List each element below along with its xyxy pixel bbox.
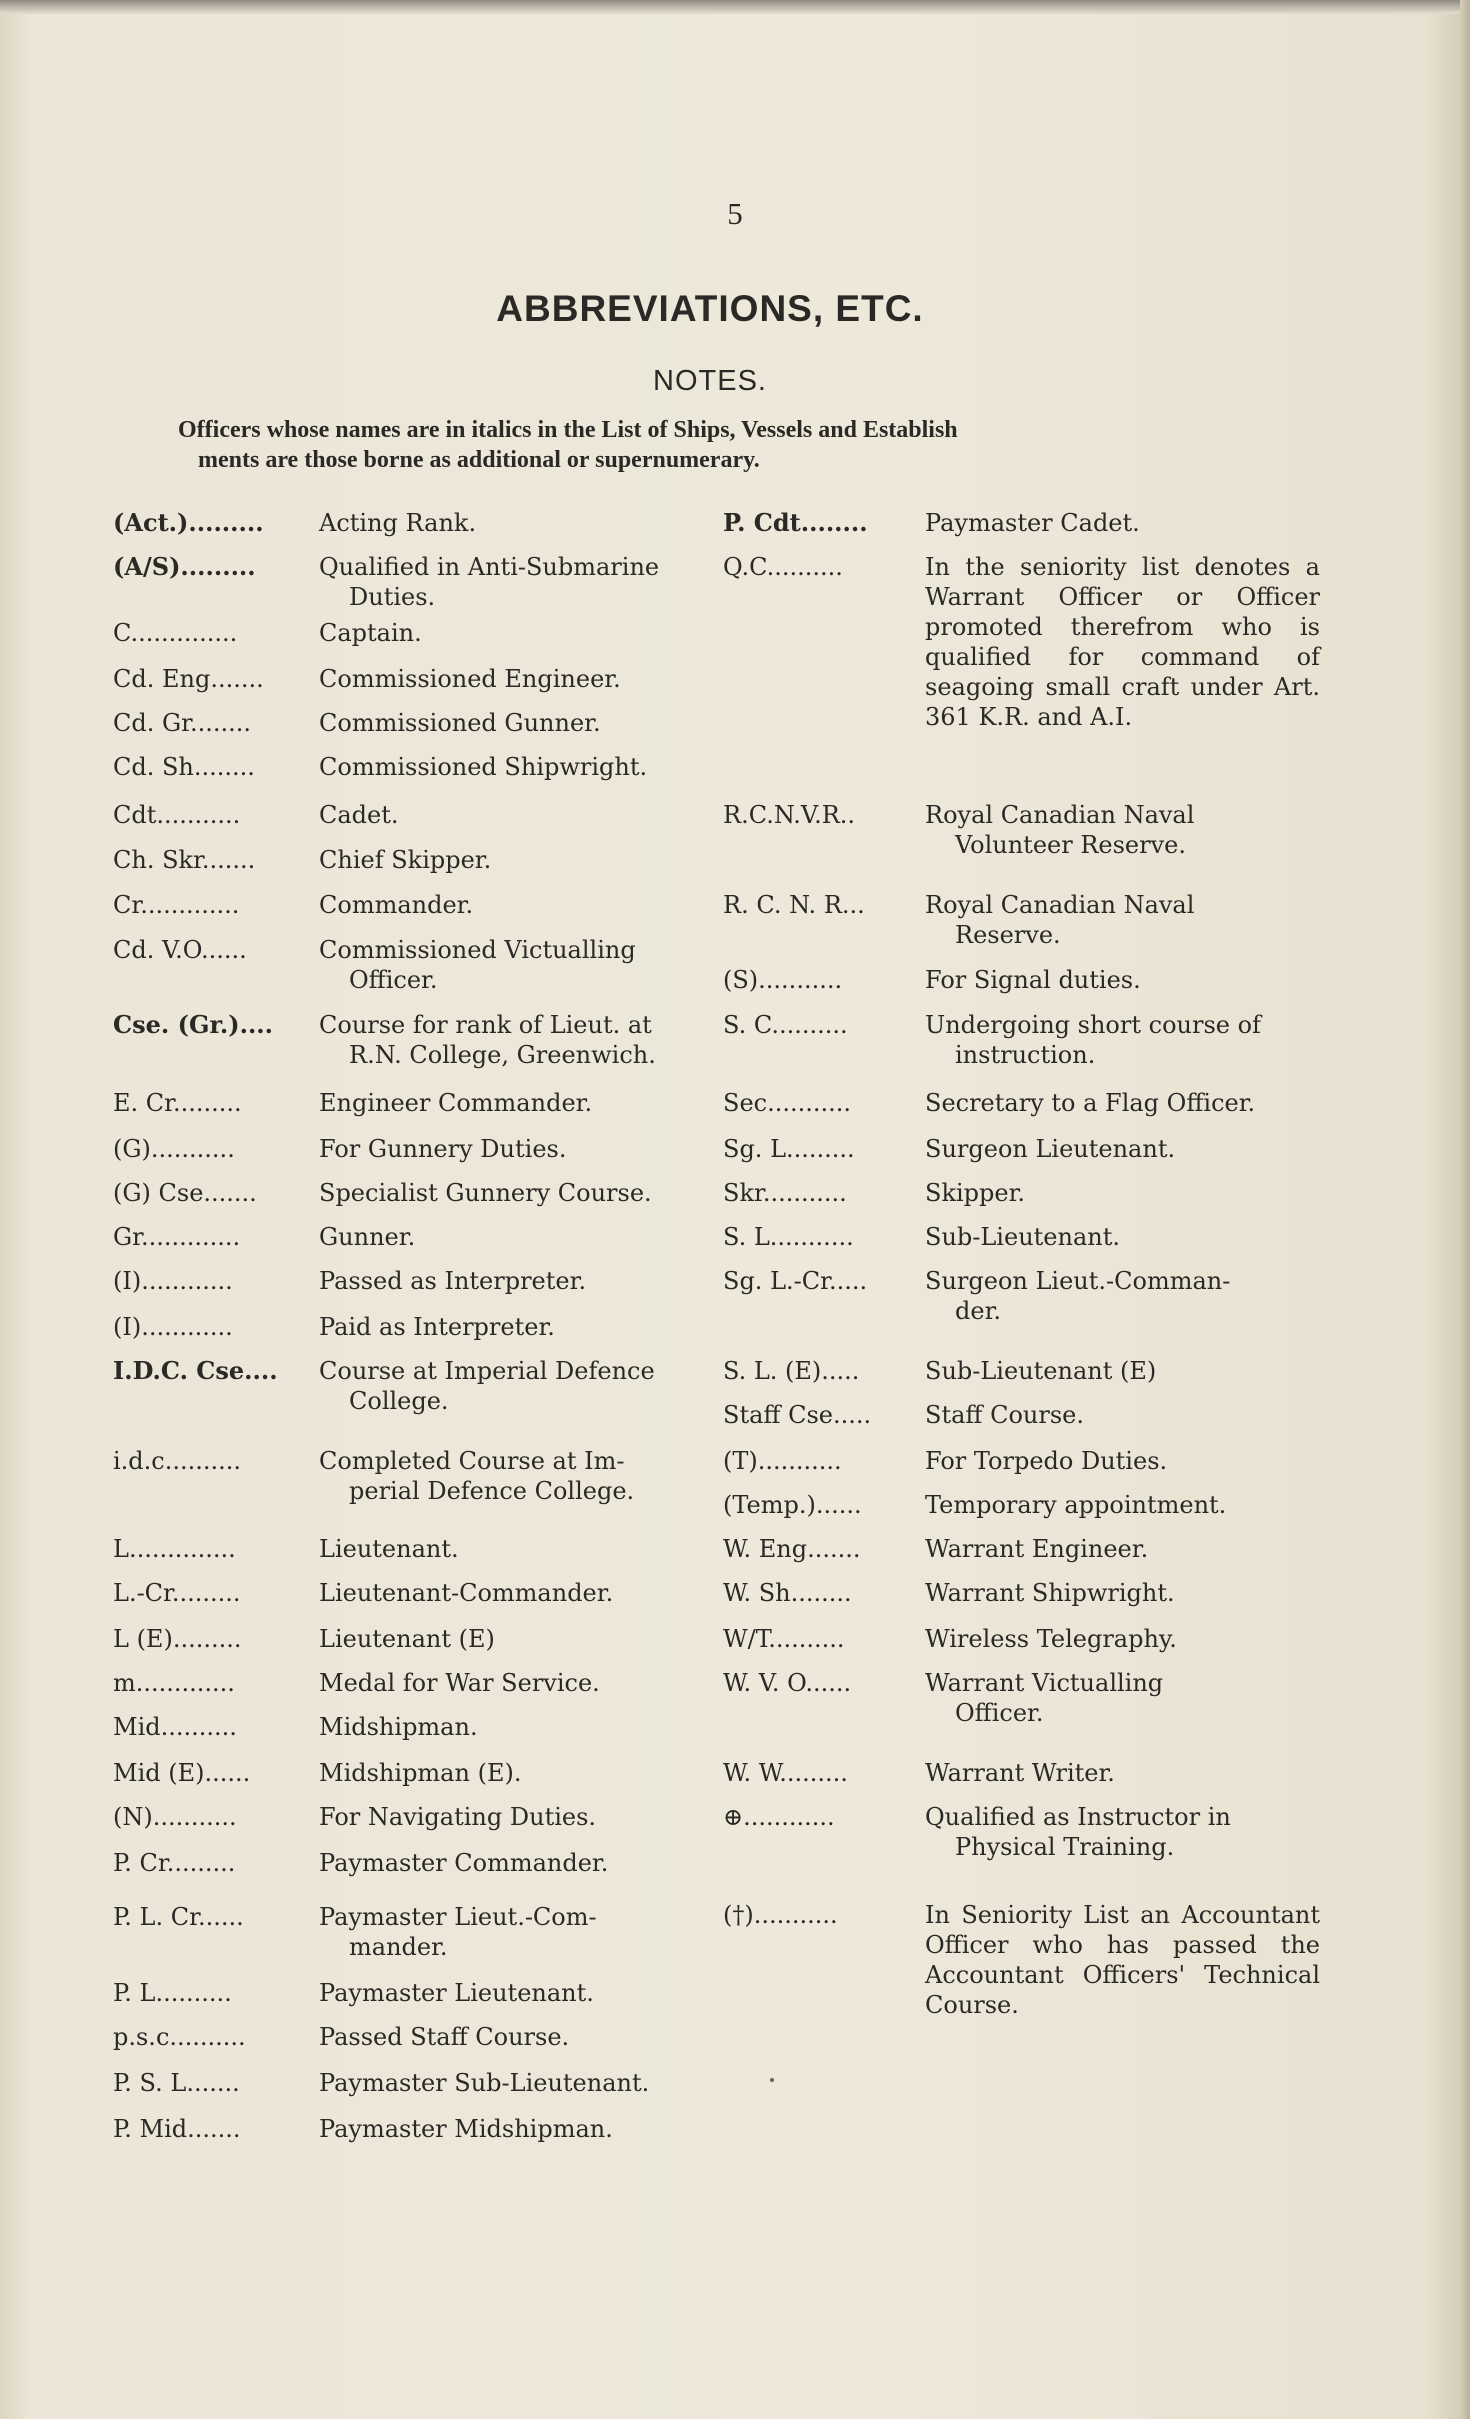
definition-text: Completed Course at Im- bbox=[319, 1447, 625, 1475]
definition-text: Passed as Interpreter. bbox=[319, 1267, 587, 1295]
definition-text: Acting Rank. bbox=[319, 509, 477, 537]
definition bbox=[925, 1534, 1320, 1564]
definition bbox=[925, 800, 1320, 860]
definition-continuation: Volunteer Reserve. bbox=[955, 831, 1186, 859]
definition-text: Paid as Interpreter. bbox=[319, 1313, 555, 1341]
abbreviation: p.s.c.......... bbox=[113, 2023, 246, 2051]
notes-heading: NOTES. bbox=[653, 365, 767, 397]
definition-text: Captain. bbox=[319, 619, 422, 647]
definition bbox=[925, 1446, 1320, 1476]
definition bbox=[925, 1088, 1320, 1118]
definition-text: Staff Course. bbox=[925, 1401, 1084, 1429]
definition bbox=[319, 2068, 839, 2098]
abbreviation: (T)........... bbox=[723, 1447, 842, 1475]
abbreviation: Ch. Skr....... bbox=[113, 846, 256, 874]
definition bbox=[925, 1178, 1320, 1208]
definition-text: Warrant Victualling bbox=[925, 1669, 1164, 1697]
abbreviation: W/T.......... bbox=[723, 1625, 845, 1653]
abbreviation: (Act.)......... bbox=[113, 508, 264, 537]
definition-text: Cadet. bbox=[319, 801, 399, 829]
definition-continuation: mander. bbox=[349, 1933, 448, 1961]
definition-text: Sub-Lieutenant (E) bbox=[925, 1357, 1157, 1385]
abbreviation: (I)............ bbox=[113, 1313, 233, 1341]
definition-text: For Torpedo Duties. bbox=[925, 1447, 1168, 1475]
definition-text: Royal Canadian Naval bbox=[925, 801, 1195, 829]
abbreviation: Mid.......... bbox=[113, 1713, 237, 1741]
definition bbox=[319, 752, 839, 782]
definition bbox=[925, 508, 1320, 538]
definition bbox=[925, 1758, 1320, 1788]
page-right-edge bbox=[1460, 0, 1470, 2419]
definition bbox=[925, 1134, 1320, 1164]
definition-text: Warrant Engineer. bbox=[925, 1535, 1149, 1563]
abbreviation: W. Eng....... bbox=[723, 1535, 861, 1563]
page-top-edge bbox=[0, 0, 1470, 14]
abbreviation: (Temp.)...... bbox=[723, 1491, 862, 1519]
definition bbox=[925, 1668, 1320, 1728]
abbreviation: S. C.......... bbox=[723, 1011, 848, 1039]
abbreviation: S. L........... bbox=[723, 1223, 854, 1251]
definition bbox=[925, 1356, 1320, 1386]
definition-text: Royal Canadian Naval bbox=[925, 891, 1195, 919]
abbreviation: i.d.c.......... bbox=[113, 1447, 242, 1475]
definition bbox=[319, 1848, 839, 1878]
abbreviation: Sec........... bbox=[723, 1089, 852, 1117]
definition bbox=[925, 1222, 1320, 1252]
abbreviation: Cd. V.O...... bbox=[113, 936, 247, 964]
definition-text: Temporary appointment. bbox=[925, 1491, 1227, 1519]
definition bbox=[319, 2114, 839, 2144]
abbreviation: Cse. (Gr.).... bbox=[113, 1010, 274, 1039]
definition bbox=[319, 1312, 839, 1342]
abbreviation: Cr............. bbox=[113, 891, 240, 919]
definition bbox=[925, 1624, 1320, 1654]
notes-line-2: ments are those borne as additional or supernumerary. bbox=[198, 447, 760, 473]
stray-dot bbox=[770, 2078, 774, 2082]
definition-text: Commissioned Shipwright. bbox=[319, 753, 648, 781]
definition bbox=[925, 1010, 1320, 1070]
definition-text: Gunner. bbox=[319, 1223, 416, 1251]
abbreviation: P. L.......... bbox=[113, 1979, 232, 2007]
definition-text: Course at Imperial Defence bbox=[319, 1357, 655, 1385]
abbreviation: Q.C.......... bbox=[723, 553, 843, 581]
abbreviation: Cd. Eng....... bbox=[113, 665, 264, 693]
definition-text: Qualified as Instructor in bbox=[925, 1803, 1231, 1831]
definition-text: Sub-Lieutenant. bbox=[925, 1223, 1120, 1251]
abbreviation: P. L. Cr...... bbox=[113, 1903, 244, 1931]
abbreviation: P. Mid....... bbox=[113, 2115, 241, 2143]
abbreviation: L (E)......... bbox=[113, 1625, 242, 1653]
definition-continuation: Officer. bbox=[349, 966, 438, 994]
definition bbox=[319, 708, 839, 738]
definition bbox=[319, 1712, 839, 1742]
definition-text: Paymaster Sub-Lieutenant. bbox=[319, 2069, 650, 2097]
definition-text: Engineer Commander. bbox=[319, 1089, 593, 1117]
definition-text: Secretary to a Flag Officer. bbox=[925, 1089, 1256, 1117]
definition-text: Lieutenant. bbox=[319, 1535, 459, 1563]
definition-continuation: Reserve. bbox=[955, 921, 1061, 949]
definition-text: Paymaster Lieutenant. bbox=[319, 1979, 594, 2007]
abbreviation: m............. bbox=[113, 1669, 235, 1697]
abbreviation: Mid (E)...... bbox=[113, 1759, 251, 1787]
abbreviation: (I)............ bbox=[113, 1267, 233, 1295]
definition bbox=[319, 845, 839, 875]
definition bbox=[925, 1802, 1320, 1862]
definition-text: Paymaster Commander. bbox=[319, 1849, 609, 1877]
definition-text: Undergoing short course of bbox=[925, 1011, 1261, 1039]
abbreviation: (G) Cse....... bbox=[113, 1179, 257, 1207]
definition bbox=[925, 1900, 1320, 2020]
abbreviation: E. Cr......... bbox=[113, 1089, 242, 1117]
definition bbox=[925, 552, 1320, 732]
definition-continuation: perial Defence College. bbox=[349, 1477, 635, 1505]
abbreviation: Cdt........... bbox=[113, 801, 241, 829]
notes-line-1: Officers whose names are in italics in the List of Ships, Vessels and Establish bbox=[178, 417, 958, 443]
abbreviation: P. Cdt........ bbox=[723, 508, 868, 537]
abbreviation: (†)........... bbox=[723, 1901, 838, 1929]
page-title: ABBREVIATIONS, ETC. bbox=[496, 288, 924, 329]
definition-text: Commissioned Gunner. bbox=[319, 709, 601, 737]
definition-text: Warrant Writer. bbox=[925, 1759, 1115, 1787]
abbreviation: (S)........... bbox=[723, 966, 843, 994]
definition bbox=[925, 1490, 1320, 1520]
definition-text: Surgeon Lieut.-Comman- bbox=[925, 1267, 1231, 1295]
definition-text: Commissioned Engineer. bbox=[319, 665, 621, 693]
definition-text: Qualified in Anti-Submarine bbox=[319, 553, 660, 581]
definition bbox=[319, 1978, 839, 2008]
abbreviation: Skr........... bbox=[723, 1179, 847, 1207]
abbreviation: P. Cr......... bbox=[113, 1849, 236, 1877]
abbreviation: P. S. L....... bbox=[113, 2069, 240, 2097]
definition bbox=[319, 664, 839, 694]
definition-continuation: Officer. bbox=[955, 1699, 1044, 1727]
definition-continuation: College. bbox=[349, 1387, 449, 1415]
definition bbox=[925, 890, 1320, 950]
abbreviation: S. L. (E)..... bbox=[723, 1357, 860, 1385]
definition bbox=[925, 1400, 1320, 1430]
abbreviation: I.D.C. Cse.... bbox=[113, 1356, 278, 1385]
definition-text: Medal for War Service. bbox=[319, 1669, 600, 1697]
abbreviation: W. Sh........ bbox=[723, 1579, 852, 1607]
definition-text: Lieutenant (E) bbox=[319, 1625, 495, 1653]
abbreviation: (A/S)......... bbox=[113, 552, 256, 581]
abbreviation: Sg. L......... bbox=[723, 1135, 855, 1163]
definition-text: In the seniority list denotes a Warrant Officer or Officer promoted therefrom who is qualified for command of seagoing small craft under Art. 361 K.R. and A.I. bbox=[925, 553, 1320, 731]
definition-continuation: R.N. College, Greenwich. bbox=[349, 1041, 656, 1069]
definition-continuation: Physical Training. bbox=[955, 1833, 1175, 1861]
definition-text: For Gunnery Duties. bbox=[319, 1135, 567, 1163]
abbreviation: Gr............. bbox=[113, 1223, 241, 1251]
definition bbox=[925, 1266, 1320, 1326]
definition-text: Paymaster Midshipman. bbox=[319, 2115, 613, 2143]
definition-continuation: Duties. bbox=[349, 583, 436, 611]
abbreviation: W. V. O...... bbox=[723, 1669, 852, 1697]
definition-text: Midshipman (E). bbox=[319, 1759, 522, 1787]
abbreviation: (G)........... bbox=[113, 1135, 235, 1163]
definition-text: Commander. bbox=[319, 891, 474, 919]
definition-text: Specialist Gunnery Course. bbox=[319, 1179, 652, 1207]
definition-text: In Seniority List an Accountant Officer who has passed the Accountant Officers' Technical Course. bbox=[925, 1901, 1320, 2019]
abbreviation: W. W......... bbox=[723, 1759, 848, 1787]
abbreviation: ⊕............ bbox=[723, 1803, 835, 1831]
definition bbox=[925, 1578, 1320, 1608]
abbreviation: C.............. bbox=[113, 619, 238, 647]
abbreviation: Sg. L.-Cr..... bbox=[723, 1267, 868, 1295]
definition bbox=[319, 2022, 839, 2052]
page-number: 5 bbox=[727, 196, 743, 231]
abbreviation: R.C.N.V.R.. bbox=[723, 801, 856, 829]
abbreviation: Staff Cse..... bbox=[723, 1401, 872, 1429]
definition-text: Midshipman. bbox=[319, 1713, 478, 1741]
definition bbox=[319, 618, 839, 648]
definition-text: Passed Staff Course. bbox=[319, 2023, 570, 2051]
definition-text: Surgeon Lieutenant. bbox=[925, 1135, 1176, 1163]
abbreviation: L.............. bbox=[113, 1535, 236, 1563]
definition-text: Wireless Telegraphy. bbox=[925, 1625, 1177, 1653]
notes-paragraph bbox=[178, 415, 1308, 475]
definition-text: Commissioned Victualling bbox=[319, 936, 636, 964]
abbreviation: R. C. N. R... bbox=[723, 891, 865, 919]
definition bbox=[925, 965, 1320, 995]
abbreviation: Cd. Sh........ bbox=[113, 753, 255, 781]
definition-text: Warrant Shipwright. bbox=[925, 1579, 1175, 1607]
definition-text: Course for rank of Lieut. at bbox=[319, 1011, 652, 1039]
definition-text: Skipper. bbox=[925, 1179, 1026, 1207]
definition-text: Lieutenant-Commander. bbox=[319, 1579, 614, 1607]
definition-text: For Navigating Duties. bbox=[319, 1803, 597, 1831]
abbreviation: L.-Cr......... bbox=[113, 1579, 241, 1607]
definition-continuation: der. bbox=[955, 1297, 1002, 1325]
definition-text: Paymaster Lieut.-Com- bbox=[319, 1903, 597, 1931]
abbreviation: Cd. Gr........ bbox=[113, 709, 252, 737]
definition-continuation: instruction. bbox=[955, 1041, 1096, 1069]
definition-text: Paymaster Cadet. bbox=[925, 509, 1140, 537]
abbreviation: (N)........... bbox=[113, 1803, 237, 1831]
definition-text: Chief Skipper. bbox=[319, 846, 492, 874]
definition-text: For Signal duties. bbox=[925, 966, 1141, 994]
